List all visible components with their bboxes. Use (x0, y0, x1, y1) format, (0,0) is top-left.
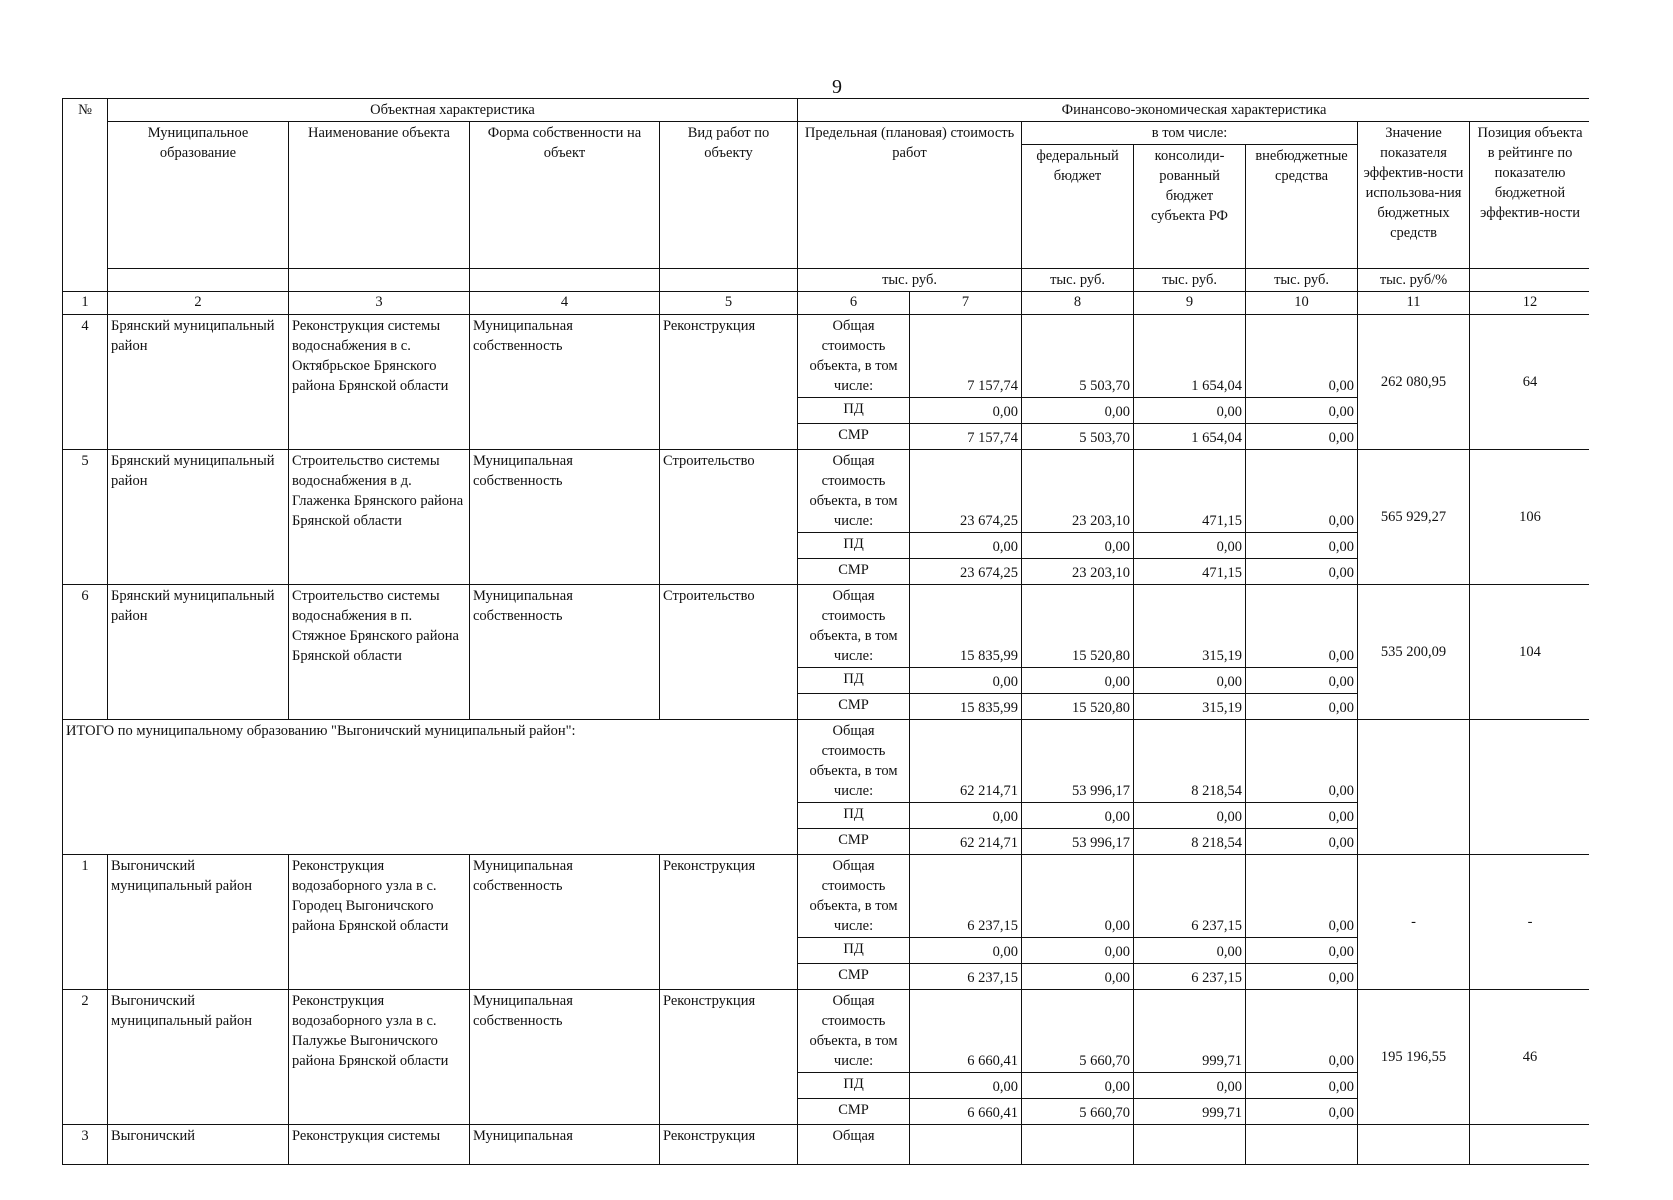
row-smr-cost: 6 237,15 (910, 964, 1022, 990)
row-smr-federal: 0,00 (1022, 964, 1134, 990)
row-municipality: Выгоничский муниципальный район (108, 855, 289, 990)
row-pd-federal: 0,00 (1022, 533, 1134, 559)
row-total-cost: 23 674,25 (910, 450, 1022, 533)
document-sheet (62, 98, 1589, 1180)
row-rating: 106 (1470, 450, 1589, 585)
row-smr-cost: 23 674,25 (910, 559, 1022, 585)
row-pd-extrabudget: 0,00 (1246, 668, 1358, 694)
row-total-consolidated: 999,71 (1134, 990, 1246, 1073)
header-rating: Позиция объекта в рейтинге по показателю бюджетной эффектив-ности (1470, 122, 1589, 269)
row-work-type: Реконструкция (660, 855, 798, 990)
header-ownership: Форма собственности на объект (470, 122, 660, 269)
row-cell-blank (910, 1125, 1022, 1165)
row-municipality: Брянский муниципальный район (108, 315, 289, 450)
row-smr-cost: 6 660,41 (910, 1099, 1022, 1125)
row-smr-label: СМР (798, 559, 910, 585)
row-pd-consolidated: 0,00 (1134, 668, 1246, 694)
column-number: 10 (1246, 292, 1358, 315)
row-smr-extrabudget: 0,00 (1246, 1099, 1358, 1125)
row-total-federal: 5 660,70 (1022, 990, 1134, 1073)
row-total-consolidated: 471,15 (1134, 450, 1246, 533)
row-municipality: Выгоничский муниципальный район (108, 990, 289, 1125)
subtotal-total-consolidated: 8 218,54 (1134, 720, 1246, 803)
row-ownership: Муниципальная собственность (470, 855, 660, 990)
header-unit-indicator: тыс. руб/% (1358, 269, 1470, 292)
column-number: 4 (470, 292, 660, 315)
subtotal-total-cost: 62 214,71 (910, 720, 1022, 803)
header-extrabudget: внебюджетные средства (1246, 145, 1358, 269)
row-pd-federal: 0,00 (1022, 938, 1134, 964)
row-object-name: Реконструкция водозаборного узла в с. Городец Выгоничского района Брянской области (289, 855, 470, 990)
subtotal-total-extrabudget: 0,00 (1246, 720, 1358, 803)
row-total-label: Общая стоимость объекта, в том числе: (798, 450, 910, 533)
header-unit-federal: тыс. руб. (1022, 269, 1134, 292)
header-consolidated-budget: консолиди-рованный бюджет субъекта РФ (1134, 145, 1246, 269)
row-pd-federal: 0,00 (1022, 398, 1134, 424)
column-number: 6 (798, 292, 910, 315)
row-total-extrabudget: 0,00 (1246, 990, 1358, 1073)
header-max-cost: Предельная (плановая) стоимость работ (798, 122, 1022, 269)
table-row (63, 1125, 1590, 1165)
row-municipality: Выгоничский (108, 1125, 289, 1165)
row-total-label: Общая стоимость объекта, в том числе: (798, 315, 910, 398)
row-smr-cost: 7 157,74 (910, 424, 1022, 450)
row-work-type: Строительство (660, 585, 798, 720)
row-pd-cost: 0,00 (910, 533, 1022, 559)
column-number: 2 (108, 292, 289, 315)
row-pd-federal: 0,00 (1022, 1073, 1134, 1099)
subtotal-pd-label: ПД (798, 803, 910, 829)
header-unit-blank (470, 269, 660, 292)
header-municipality: Муниципальное образование (108, 122, 289, 269)
row-total-cost: 7 157,74 (910, 315, 1022, 398)
row-rating: 46 (1470, 990, 1589, 1125)
row-work-type: Реконструкция (660, 990, 798, 1125)
page-number: 9 (832, 76, 842, 98)
row-object-name: Реконструкция системы водоснабжения в с. Октябрьское Брянского района Брянской области (289, 315, 470, 450)
row-ownership: Муниципальная собственность (470, 585, 660, 720)
row-pd-extrabudget: 0,00 (1246, 533, 1358, 559)
column-number: 9 (1134, 292, 1246, 315)
row-smr-consolidated: 315,19 (1134, 694, 1246, 720)
row-total-consolidated: 6 237,15 (1134, 855, 1246, 938)
row-smr-consolidated: 471,15 (1134, 559, 1246, 585)
column-number: 3 (289, 292, 470, 315)
row-total-extrabudget: 0,00 (1246, 450, 1358, 533)
row-pd-consolidated: 0,00 (1134, 398, 1246, 424)
header-finance-characteristic: Финансово-экономическая характеристика (798, 99, 1589, 122)
row-smr-federal: 23 203,10 (1022, 559, 1134, 585)
subtotal-smr-extrabudget: 0,00 (1246, 829, 1358, 855)
table-row (63, 990, 1590, 1073)
row-total-label: Общая стоимость объекта, в том числе: (798, 855, 910, 938)
header-unit-cost: тыс. руб. (798, 269, 1022, 292)
row-total-extrabudget: 0,00 (1246, 315, 1358, 398)
row-object-name: Строительство системы водоснабжения в п. Стяжное Брянского района Брянской области (289, 585, 470, 720)
row-pd-consolidated: 0,00 (1134, 938, 1246, 964)
subtotal-total-federal: 53 996,17 (1022, 720, 1134, 803)
header-federal-budget: федеральный бюджет (1022, 145, 1134, 269)
row-total-cost: 6 237,15 (910, 855, 1022, 938)
row-smr-federal: 15 520,80 (1022, 694, 1134, 720)
row-smr-consolidated: 999,71 (1134, 1099, 1246, 1125)
row-pd-extrabudget: 0,00 (1246, 1073, 1358, 1099)
row-total-federal: 15 520,80 (1022, 585, 1134, 668)
row-number: 6 (63, 585, 108, 720)
row-indicator: 535 200,09 (1358, 585, 1470, 720)
row-smr-federal: 5 660,70 (1022, 1099, 1134, 1125)
row-cell-blank (1470, 1125, 1589, 1165)
header-object-name: Наименование объекта (289, 122, 470, 269)
row-smr-extrabudget: 0,00 (1246, 964, 1358, 990)
row-cell-blank (1022, 1125, 1134, 1165)
column-number: 1 (63, 292, 108, 315)
subtotal-pd-extrabudget: 0,00 (1246, 803, 1358, 829)
subtotal-indicator-blank (1358, 720, 1470, 855)
row-indicator: 565 929,27 (1358, 450, 1470, 585)
row-total-federal: 23 203,10 (1022, 450, 1134, 533)
row-total-label: Общая стоимость объекта, в том числе: (798, 585, 910, 668)
row-ownership: Муниципальная собственность (470, 450, 660, 585)
row-ownership: Муниципальная (470, 1125, 660, 1165)
column-number: 5 (660, 292, 798, 315)
column-number: 8 (1022, 292, 1134, 315)
row-municipality: Брянский муниципальный район (108, 450, 289, 585)
row-pd-cost: 0,00 (910, 398, 1022, 424)
row-pd-label: ПД (798, 668, 910, 694)
row-work-type: Реконструкция (660, 1125, 798, 1165)
row-work-type: Строительство (660, 450, 798, 585)
row-smr-consolidated: 1 654,04 (1134, 424, 1246, 450)
row-pd-extrabudget: 0,00 (1246, 398, 1358, 424)
row-pd-federal: 0,00 (1022, 668, 1134, 694)
table-row (63, 315, 1590, 398)
row-pd-cost: 0,00 (910, 668, 1022, 694)
row-pd-extrabudget: 0,00 (1246, 938, 1358, 964)
row-total-federal: 5 503,70 (1022, 315, 1134, 398)
row-indicator: 262 080,95 (1358, 315, 1470, 450)
header-unit-extrabudget: тыс. руб. (1246, 269, 1358, 292)
budget-table (62, 98, 1589, 1165)
row-smr-consolidated: 6 237,15 (1134, 964, 1246, 990)
header-indicator: Значение показателя эффектив-ности использова-ния бюджетных средств (1358, 122, 1470, 269)
column-number-row (63, 292, 1590, 315)
row-indicator: - (1358, 855, 1470, 990)
row-total-cost: 6 660,41 (910, 990, 1022, 1073)
row-number: 5 (63, 450, 108, 585)
row-total-label: Общая (798, 1125, 910, 1165)
row-total-extrabudget: 0,00 (1246, 855, 1358, 938)
row-total-extrabudget: 0,00 (1246, 585, 1358, 668)
row-smr-label: СМР (798, 964, 910, 990)
row-total-consolidated: 1 654,04 (1134, 315, 1246, 398)
header-work-type: Вид работ по объекту (660, 122, 798, 269)
table-row (63, 855, 1590, 938)
row-total-federal: 0,00 (1022, 855, 1134, 938)
subtotal-pd-federal: 0,00 (1022, 803, 1134, 829)
row-smr-cost: 15 835,99 (910, 694, 1022, 720)
row-number: 2 (63, 990, 108, 1125)
row-work-type: Реконструкция (660, 315, 798, 450)
subtotal-pd-consolidated: 0,00 (1134, 803, 1246, 829)
subtotal-rating-blank (1470, 720, 1589, 855)
column-number: 12 (1470, 292, 1589, 315)
row-smr-extrabudget: 0,00 (1246, 694, 1358, 720)
header-unit-blank (289, 269, 470, 292)
row-rating: 104 (1470, 585, 1589, 720)
row-smr-label: СМР (798, 694, 910, 720)
subtotal-smr-federal: 53 996,17 (1022, 829, 1134, 855)
row-object-name: Строительство системы водоснабжения в д. Глаженка Брянского района Брянской области (289, 450, 470, 585)
row-cell-blank (1246, 1125, 1358, 1165)
row-number: 4 (63, 315, 108, 450)
header-unit-consolidated: тыс. руб. (1134, 269, 1246, 292)
row-pd-consolidated: 0,00 (1134, 1073, 1246, 1099)
header-unit-blank (660, 269, 798, 292)
row-total-cost: 15 835,99 (910, 585, 1022, 668)
row-cell-blank (1358, 1125, 1470, 1165)
row-smr-label: СМР (798, 424, 910, 450)
row-cell-blank (1134, 1125, 1246, 1165)
subtotal-total-label: Общая стоимость объекта, в том числе: (798, 720, 910, 803)
subtotal-row (63, 720, 1590, 803)
row-number: 3 (63, 1125, 108, 1165)
row-pd-label: ПД (798, 398, 910, 424)
row-rating: 64 (1470, 315, 1589, 450)
column-number: 11 (1358, 292, 1470, 315)
subtotal-pd-cost: 0,00 (910, 803, 1022, 829)
row-total-consolidated: 315,19 (1134, 585, 1246, 668)
row-pd-consolidated: 0,00 (1134, 533, 1246, 559)
row-number: 1 (63, 855, 108, 990)
subtotal-label: ИТОГО по муниципальному образованию "Выгоничский муниципальный район": (63, 720, 798, 855)
row-pd-label: ПД (798, 938, 910, 964)
row-object-name: Реконструкция водозаборного узла в с. Палужье Выгоничского района Брянской области (289, 990, 470, 1125)
row-smr-label: СМР (798, 1099, 910, 1125)
row-pd-cost: 0,00 (910, 938, 1022, 964)
subtotal-smr-consolidated: 8 218,54 (1134, 829, 1246, 855)
row-pd-label: ПД (798, 533, 910, 559)
row-rating: - (1470, 855, 1589, 990)
row-ownership: Муниципальная собственность (470, 990, 660, 1125)
header-unit-blank (108, 269, 289, 292)
row-ownership: Муниципальная собственность (470, 315, 660, 450)
header-number: № (63, 99, 108, 292)
column-number: 7 (910, 292, 1022, 315)
row-object-name: Реконструкция системы (289, 1125, 470, 1165)
subtotal-smr-cost: 62 214,71 (910, 829, 1022, 855)
header-including: в том числе: (1022, 122, 1358, 145)
header-object-characteristic: Объектная характеристика (108, 99, 798, 122)
row-total-label: Общая стоимость объекта, в том числе: (798, 990, 910, 1073)
row-pd-cost: 0,00 (910, 1073, 1022, 1099)
table-row (63, 585, 1590, 668)
row-smr-federal: 5 503,70 (1022, 424, 1134, 450)
row-smr-extrabudget: 0,00 (1246, 424, 1358, 450)
row-municipality: Брянский муниципальный район (108, 585, 289, 720)
row-smr-extrabudget: 0,00 (1246, 559, 1358, 585)
table-row (63, 450, 1590, 533)
row-indicator: 195 196,55 (1358, 990, 1470, 1125)
header-unit-blank (1470, 269, 1589, 292)
subtotal-smr-label: СМР (798, 829, 910, 855)
row-pd-label: ПД (798, 1073, 910, 1099)
